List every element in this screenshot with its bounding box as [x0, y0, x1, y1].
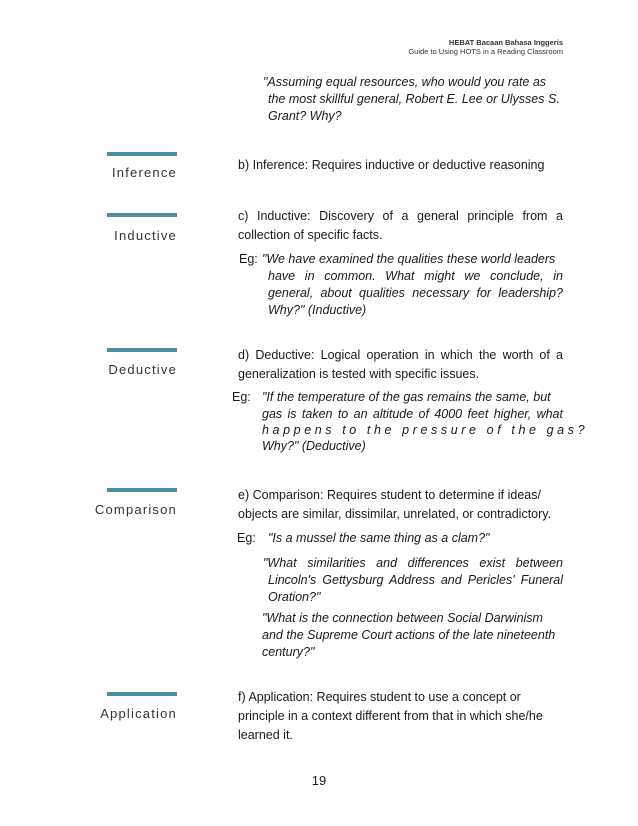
application-definition-line-2: principle in a context different from that in which she/he: [238, 709, 543, 723]
deductive-accent-bar: [107, 348, 177, 352]
inference-term: Inference:: [252, 158, 309, 172]
deductive-quote-line-3: happens to the pressure of the gas?: [262, 423, 589, 437]
comparison-prefix: e): [238, 488, 250, 502]
comparison-quote-3-line-3: century?": [262, 645, 315, 659]
inductive-quote-line-2: have in common. What might we conclude, in: [268, 269, 563, 283]
inference-accent-bar: [107, 152, 177, 156]
inductive-prefix: c): [238, 209, 249, 223]
intro-quote-line-1: "Assuming equal resources, who would you rate as: [263, 75, 547, 89]
inference-text: Requires inductive or deductive reasoning: [311, 158, 545, 172]
deductive-quote-line-2: gas is taken to an altitude of 4000 feet higher, what: [262, 407, 563, 421]
comparison-eg-label: Eg:: [237, 531, 256, 545]
inductive-definition-line-1: [238, 207, 563, 226]
application-term: Application:: [248, 690, 314, 704]
page-number: 19: [311, 773, 327, 788]
deductive-eg-label: Eg:: [232, 390, 251, 404]
comparison-quote-2-line-3: Oration?": [268, 590, 321, 604]
application-prefix: f): [238, 690, 246, 704]
deductive-definition-line-1: [238, 346, 563, 365]
inductive-definition-line-2: collection of specific facts.: [238, 228, 383, 242]
intro-quote-line-2: the most skillful general, Robert E. Lee or Ulysses S.: [268, 92, 560, 106]
comparison-accent-bar: [107, 488, 177, 492]
side-label-inference: Inference: [111, 165, 177, 180]
header-title: HEBAT Bacaan Bahasa Inggeris: [448, 38, 563, 47]
comparison-term: Comparison:: [252, 488, 324, 502]
inductive-quote-line-4: Why?" (Inductive): [268, 303, 367, 317]
comparison-text-1: Requires student to determine if ideas/: [326, 488, 541, 502]
application-text-1: Requires student to use a concept or: [316, 690, 521, 704]
deductive-quote-line-4: Why?" (Deductive): [262, 439, 366, 453]
inductive-accent-bar: [107, 213, 177, 217]
comparison-definition-line-1: [238, 486, 563, 505]
inductive-eg-label: Eg:: [239, 252, 258, 266]
side-label-comparison: Comparison: [94, 502, 177, 517]
inductive-text-1: Discovery of a general principle from a: [319, 209, 563, 223]
side-label-deductive: Deductive: [108, 362, 177, 377]
inductive-quote-line-1: "We have examined the qualities these world leaders: [262, 252, 556, 266]
deductive-term: Deductive:: [255, 348, 315, 362]
comparison-quote-2-line-2: Lincoln's Gettysburg Address and Pericles' Funeral: [268, 573, 563, 587]
inductive-quote-line-3: general, about qualities necessary for leadership?: [268, 286, 563, 300]
comparison-quote-3-line-1: "What is the connection between Social Darwinism: [262, 611, 543, 625]
deductive-prefix: d): [238, 348, 250, 362]
inference-prefix: b): [238, 158, 250, 172]
side-label-inductive: Inductive: [114, 228, 177, 243]
inductive-term: Inductive:: [257, 209, 311, 223]
application-definition-line-1: [238, 688, 563, 707]
deductive-definition-line-2: generalization is tested with specific issues.: [238, 367, 480, 381]
inference-definition: [238, 156, 563, 175]
header-subtitle: Guide to Using HOTS in a Reading Classroom: [408, 47, 563, 56]
application-definition-line-3: learned it.: [238, 728, 293, 742]
deductive-text-1: Logical operation in which the worth of a: [320, 348, 563, 362]
intro-quote-line-3: Grant? Why?: [268, 109, 342, 123]
application-accent-bar: [107, 692, 177, 696]
comparison-quote-2-line-1: "What similarities and differences exist between: [263, 556, 563, 570]
side-label-application: Application: [100, 706, 177, 721]
comparison-quote-1: "Is a mussel the same thing as a clam?": [268, 531, 490, 545]
comparison-quote-3-line-2: and the Supreme Court actions of the late nineteenth: [262, 628, 556, 642]
comparison-definition-line-2: objects are similar, dissimilar, unrelated, or contradictory.: [238, 507, 552, 521]
deductive-quote-line-1: "If the temperature of the gas remains the same, but: [262, 390, 551, 404]
